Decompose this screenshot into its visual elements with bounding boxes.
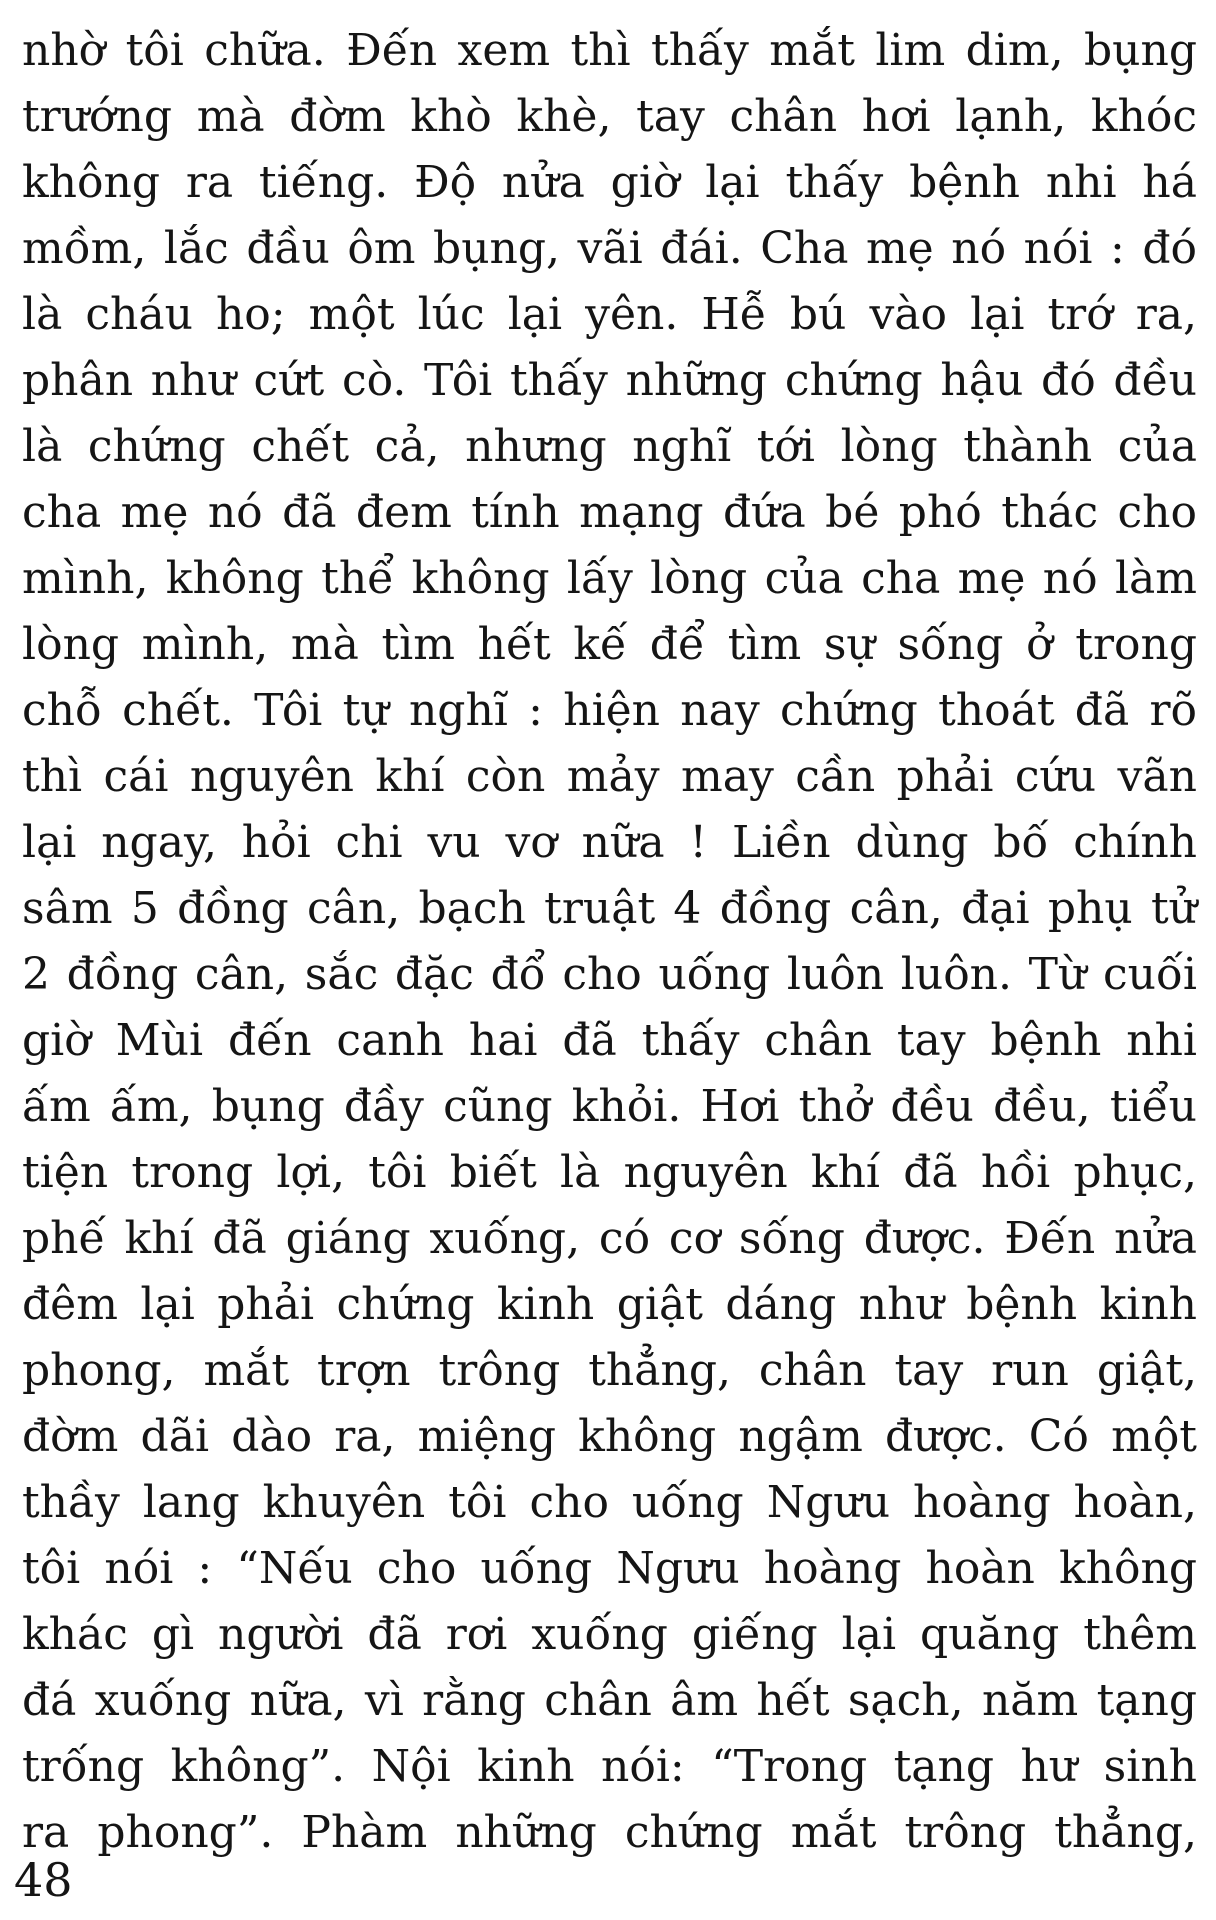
text-line-23: thầy lang khuyên tôi cho uống Ngưu hoàng hoàn, [22,1477,1197,1528]
text-line-8: cha mẹ nó đã đem tính mạng đứa bé phó thác cho [22,487,1197,538]
body-text [22,18,1197,1866]
text-line-4: mồm, lắc đầu ôm bụng, vãi đái. Cha mẹ nó nói : đó [22,223,1197,274]
text-line-19: phế khí đã giáng xuống, có cơ sống được. Đến nửa [22,1213,1197,1264]
text-line-12: thì cái nguyên khí còn mảy may cần phải cứu vãn [22,751,1197,802]
text-line-26: đá xuống nữa, vì rằng chân âm hết sạch, năm tạng [22,1675,1197,1726]
text-line-20: đêm lại phải chứng kinh giật dáng như bệnh kinh [22,1279,1197,1330]
text-line-27: trống không”. Nội kinh nói: “Trong tạng hư sinh [22,1741,1197,1792]
text-line-24: tôi nói : “Nếu cho uống Ngưu hoàng hoàn không [22,1543,1197,1594]
text-line-5: là cháu ho; một lúc lại yên. Hễ bú vào lại trớ ra, [22,289,1197,340]
text-line-3: không ra tiếng. Độ nửa giờ lại thấy bệnh nhi há [22,157,1197,208]
text-line-14: sâm 5 đồng cân, bạch truật 4 đồng cân, đại phụ tử [22,883,1197,934]
text-line-9: mình, không thể không lấy lòng của cha mẹ nó làm [22,553,1197,604]
text-line-15: 2 đồng cân, sắc đặc đổ cho uống luôn luôn. Từ cuối [22,949,1197,1000]
text-line-10: lòng mình, mà tìm hết kế để tìm sự sống ở trong [22,619,1197,670]
text-line-25: khác gì người đã rơi xuống giếng lại quăng thêm [22,1609,1197,1660]
text-line-22: đờm dãi dào ra, miệng không ngậm được. Có một [22,1411,1197,1462]
text-line-21: phong, mắt trợn trông thẳng, chân tay run giật, [22,1345,1197,1396]
text-line-28: ra phong”. Phàm những chứng mắt trông thẳng, [22,1807,1197,1858]
text-line-16: giờ Mùi đến canh hai đã thấy chân tay bệnh nhi [22,1015,1197,1066]
text-line-1: nhờ tôi chữa. Đến xem thì thấy mắt lim dim, bụng [22,25,1197,76]
text-line-13: lại ngay, hỏi chi vu vơ nữa ! Liền dùng bố chính [22,817,1197,868]
text-line-11: chỗ chết. Tôi tự nghĩ : hiện nay chứng thoát đã rõ [22,685,1197,736]
text-line-18: tiện trong lợi, tôi biết là nguyên khí đã hồi phục, [22,1147,1197,1198]
text-line-6: phân như cứt cò. Tôi thấy những chứng hậu đó đều [22,355,1197,406]
text-line-2: trướng mà đờm khò khè, tay chân hơi lạnh, khóc [22,91,1197,142]
text-line-17: ấm ấm, bụng đầy cũng khỏi. Hơi thở đều đều, tiểu [22,1081,1197,1132]
page-number: 48 [14,1853,73,1907]
text-line-7: là chứng chết cả, nhưng nghĩ tới lòng thành của [22,421,1197,472]
